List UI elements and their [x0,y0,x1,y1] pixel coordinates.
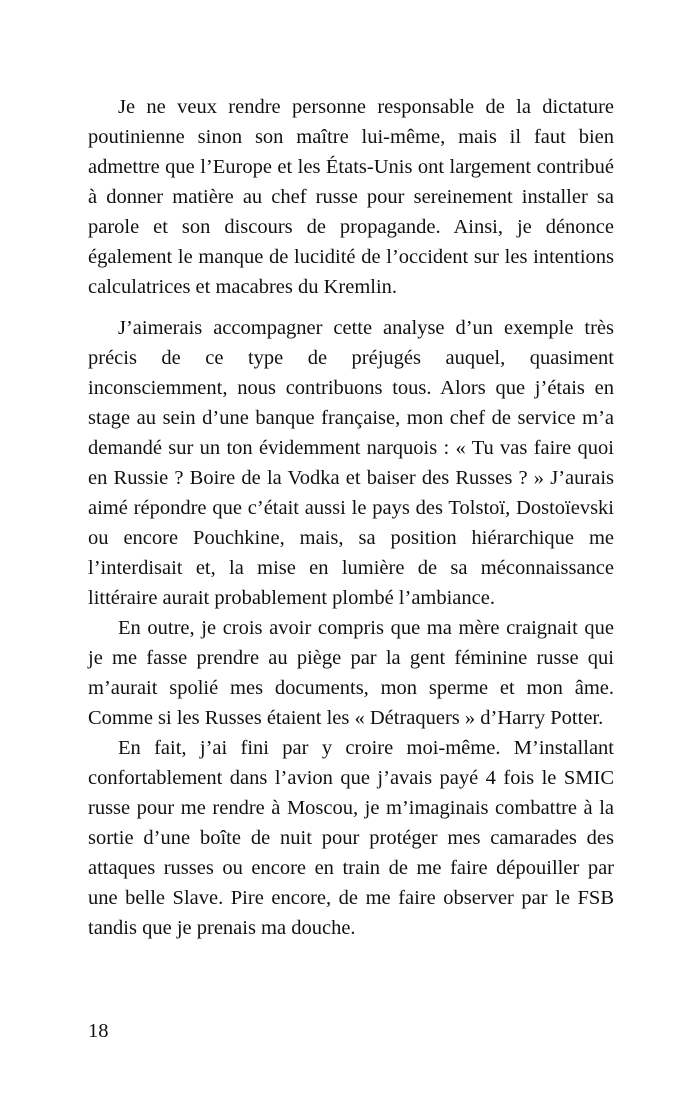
page-number: 18 [88,1020,109,1042]
paragraph-4: En fait, j’ai fini par y croire moi-même. M’installant confortablement dans l’avion que j’avais payé 4 fois le SMIC russe pour me rendre à Moscou, je m’imaginais combattre à la sortie d’une boîte de nuit pour protéger mes camarades des attaques russes ou encore en train de me faire dépouiller par une belle Slave. Pire encore, de me faire observer par le FSB tandis que je prenais ma douche. [88,737,614,939]
paragraph-2: J’aimerais accompagner cette analyse d’un exemple très précis de ce type de préjugés auquel, quasiment inconsciemment, nous contribuons tous. Alors que j’étais en stage au sein d’une banque française, mon chef de service m’a demandé sur un ton évidemment narquois : « Tu vas faire quoi en Russie ? Boire de la Vodka et baiser des Russes ? » J’aurais aimé répondre que c’était aussi le pays des Tolstoï, Dostoïevski ou encore Pouchkine, mais, sa position hiérarchique me l’interdisait et, la mise en lumière de sa méconnaissance littéraire aurait probablement plombé l’ambiance. [88,317,614,609]
page-body [88,92,614,943]
paragraph-3: En outre, je crois avoir compris que ma mère craignait que je me fasse prendre au piège par la gent féminine russe qui m’aurait spolié mes documents, mon sperme et mon âme. Comme si les Russes étaient les « Détraquers » d’Harry Potter. [88,617,614,729]
paragraph-1: Je ne veux rendre personne responsable de la dictature poutinienne sinon son maître lui-même, mais il faut bien admettre que l’Europe et les États-Unis ont largement contribué à donner matière au chef russe pour sereinement installer sa parole et son discours de propagande. Ainsi, je dénonce également le manque de lucidité de l’occident sur les intentions calculatrices et macabres du Kremlin. [88,96,614,298]
